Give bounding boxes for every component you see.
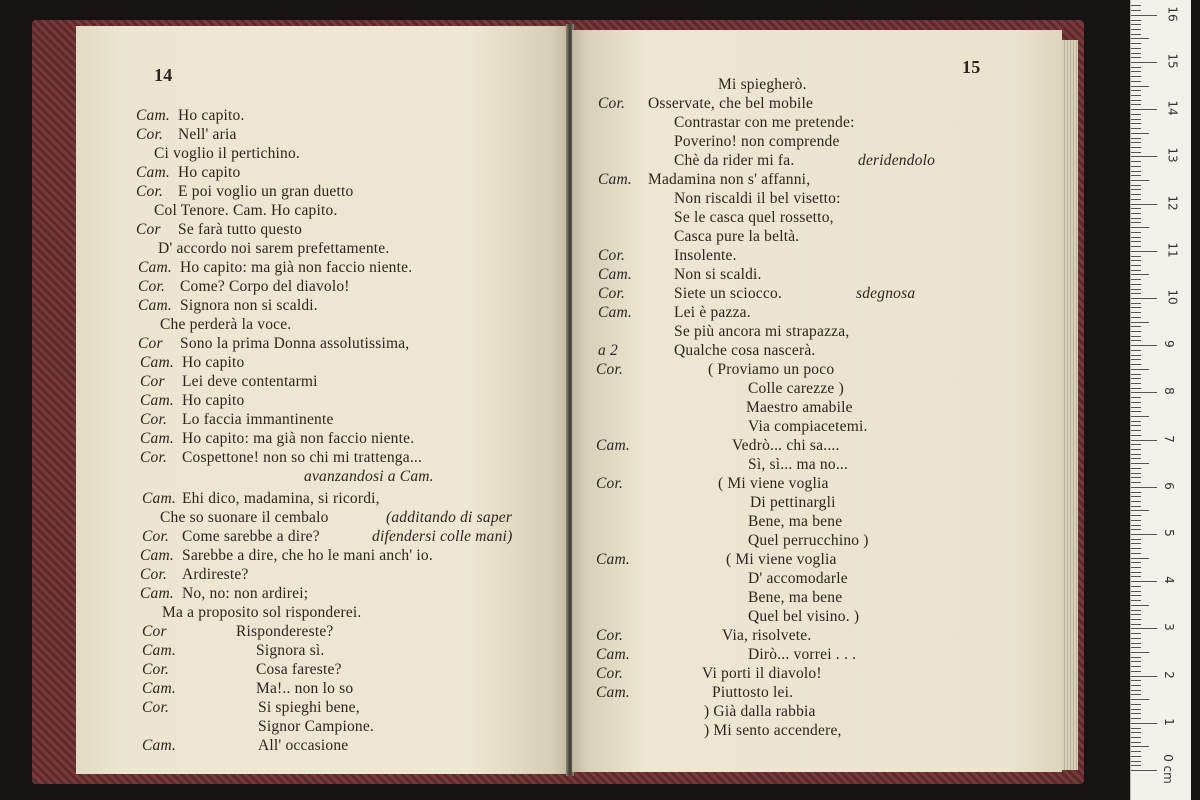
- left-speaker-label: Cam.: [136, 164, 170, 181]
- right-verse-line: Osservate, che bel mobile: [648, 95, 814, 112]
- ruler-tick: [1131, 218, 1141, 219]
- ruler-tick: [1131, 699, 1149, 700]
- ruler-tick: [1131, 374, 1141, 375]
- ruler-tick: [1131, 345, 1157, 346]
- right-speaker-label: Cor.: [598, 285, 626, 302]
- ruler-tick: [1131, 605, 1149, 606]
- left-speaker-label: Cor.: [142, 699, 170, 716]
- left-speaker-label: Cor: [138, 335, 163, 352]
- left-verse-line: Ci voglio il pertichino.: [154, 145, 301, 162]
- left-verse-line: Che so suonare il cembalo: [160, 509, 329, 526]
- left-speaker-label: Cor.: [140, 449, 168, 466]
- left-verse-line: Cospettone! non so chi mi trattenga...: [182, 449, 423, 466]
- ruler-tick: [1131, 468, 1141, 469]
- ruler-tick: [1131, 57, 1141, 58]
- right-speaker-label: Cam.: [598, 266, 632, 283]
- ruler-tick: [1131, 359, 1141, 360]
- ruler-tick: [1131, 737, 1141, 738]
- ruler-tick: [1131, 713, 1141, 714]
- right-speaker-label: Cor.: [596, 627, 624, 644]
- left-verse-line: Ma a proposito sol risponderei.: [162, 604, 362, 621]
- ruler-tick: [1131, 81, 1141, 82]
- ruler-tick: [1131, 558, 1149, 559]
- left-verse-line: No, no: non ardirei;: [182, 585, 309, 602]
- right-verse-line: Dirò... vorrei . . .: [748, 646, 857, 663]
- left-speaker-label: Cam.: [140, 354, 174, 371]
- ruler-label: 1: [1161, 717, 1176, 726]
- ruler-label: 14: [1165, 100, 1180, 116]
- right-verse-line: Bene, ma bene: [748, 513, 843, 530]
- right-verse-line: Siete un sciocco.: [674, 285, 782, 302]
- left-speaker-label: Cam.: [142, 642, 176, 659]
- ruler-tick: [1131, 709, 1141, 710]
- ruler-tick: [1131, 350, 1141, 351]
- ruler-tick: [1131, 175, 1141, 176]
- ruler-tick: [1131, 86, 1149, 87]
- ruler-tick: [1131, 298, 1157, 299]
- left-verse-line: Signora non si scaldi.: [180, 297, 318, 314]
- ruler-tick: [1131, 289, 1141, 290]
- ruler-tick: [1131, 166, 1141, 167]
- ruler-tick: [1131, 76, 1141, 77]
- left-speaker-label: Cam.: [138, 259, 172, 276]
- right-verse-line: Non riscaldi il bel visetto:: [674, 190, 841, 207]
- ruler-tick: [1131, 24, 1141, 25]
- ruler-tick: [1131, 208, 1141, 209]
- left-verse-line: Col Tenore. Cam. Ho capito.: [154, 202, 338, 219]
- ruler-tick: [1131, 430, 1141, 431]
- ruler-tick: [1131, 260, 1141, 261]
- ruler-label: 3: [1161, 623, 1176, 632]
- ruler-tick: [1131, 416, 1149, 417]
- ruler-tick: [1131, 10, 1141, 11]
- ruler-tick: [1131, 553, 1141, 554]
- right-verse-line: Vedrò... chi sa....: [732, 437, 840, 454]
- ruler-tick: [1131, 123, 1141, 124]
- ruler-tick: [1131, 595, 1141, 596]
- ruler-tick: [1131, 156, 1157, 157]
- ruler-tick: [1131, 222, 1141, 223]
- ruler-tick: [1131, 492, 1141, 493]
- ruler-label: 15: [1165, 53, 1180, 69]
- right-verse-line: Se le casca quel rossetto,: [674, 209, 834, 226]
- left-verse-line: Lo faccia immantinente: [182, 411, 334, 428]
- left-verse-line: Ma!.. non lo so: [256, 680, 354, 697]
- left-verse-line: Signor Campione.: [258, 718, 374, 735]
- ruler-tick: [1131, 661, 1141, 662]
- left-verse-line: Come sarebbe a dire?: [182, 528, 320, 545]
- left-speaker-label: Cam.: [142, 680, 176, 697]
- ruler-tick: [1131, 454, 1141, 455]
- right-verse-line: Via compiacetemi.: [748, 418, 868, 435]
- ruler-tick: [1131, 576, 1141, 577]
- ruler-tick: [1131, 232, 1141, 233]
- right-verse-line: Contrastar con me pretende:: [674, 114, 855, 131]
- ruler-tick: [1131, 71, 1141, 72]
- right-stage-direction: sdegnosa: [856, 285, 916, 302]
- ruler-tick: [1131, 185, 1141, 186]
- ruler-tick: [1131, 15, 1157, 16]
- ruler-tick: [1131, 742, 1141, 743]
- measurement-ruler: [1130, 0, 1191, 800]
- ruler-tick: [1131, 322, 1149, 323]
- ruler-tick: [1131, 671, 1141, 672]
- ruler-tick: [1131, 718, 1141, 719]
- right-verse-line: Se più ancora mi strapazza,: [674, 323, 850, 340]
- ruler-label: 6: [1161, 481, 1176, 490]
- left-page: [76, 26, 568, 774]
- left-verse-line: Ho capito.: [178, 107, 245, 124]
- ruler-tick: [1131, 487, 1157, 488]
- ruler-tick: [1131, 680, 1141, 681]
- ruler-tick: [1131, 251, 1157, 252]
- right-speaker-label: a 2: [598, 342, 618, 359]
- right-verse-line: Quel perrucchino ): [748, 532, 869, 549]
- ruler-tick: [1131, 284, 1141, 285]
- right-verse-line: ( Mi viene voglia: [718, 475, 829, 492]
- ruler-tick: [1131, 133, 1149, 134]
- ruler-tick: [1131, 440, 1157, 441]
- ruler-tick: [1131, 421, 1141, 422]
- ruler-tick: [1131, 746, 1149, 747]
- left-verse-line: Cosa fareste?: [256, 661, 342, 678]
- ruler-tick: [1131, 34, 1141, 35]
- ruler-tick: [1131, 425, 1141, 426]
- right-verse-line: Maestro amabile: [746, 399, 853, 416]
- ruler-tick: [1131, 161, 1141, 162]
- ruler-tick: [1131, 728, 1141, 729]
- ruler-tick: [1131, 152, 1141, 153]
- ruler-tick: [1131, 67, 1141, 68]
- ruler-tick: [1131, 633, 1141, 634]
- ruler-tick: [1131, 477, 1141, 478]
- ruler-tick: [1131, 482, 1141, 483]
- ruler-tick: [1131, 751, 1141, 752]
- right-verse-line: Mi spiegherò.: [718, 76, 807, 93]
- right-speaker-label: Cor.: [596, 475, 624, 492]
- right-verse-line: D' accomodarle: [748, 570, 848, 587]
- left-verse-line: Sarebbe a dire, che ho le mani anch' io.: [182, 547, 433, 564]
- ruler-label: 9: [1161, 340, 1176, 349]
- ruler-tick: [1131, 392, 1157, 393]
- ruler-tick: [1131, 194, 1141, 195]
- right-verse-line: Insolente.: [674, 247, 737, 264]
- ruler-tick: [1131, 128, 1141, 129]
- right-verse-line: Bene, ma bene: [748, 589, 843, 606]
- left-verse-line: Ardireste?: [182, 566, 249, 583]
- ruler-tick: [1131, 43, 1141, 44]
- ruler-tick: [1131, 199, 1141, 200]
- ruler-label: 10: [1165, 289, 1180, 305]
- left-verse-line: Signora sì.: [256, 642, 325, 659]
- left-speaker-label: Cam.: [140, 392, 174, 409]
- ruler-tick: [1131, 265, 1141, 266]
- ruler-tick: [1131, 227, 1149, 228]
- right-speaker-label: Cam.: [596, 551, 630, 568]
- right-verse-line: Vi porti il diavolo!: [702, 665, 822, 682]
- ruler-tick: [1131, 666, 1141, 667]
- ruler-tick: [1131, 119, 1141, 120]
- ruler-tick: [1131, 317, 1141, 318]
- left-speaker-label: Cam.: [140, 585, 174, 602]
- right-verse-line: ( Mi viene voglia: [726, 551, 837, 568]
- ruler-tick: [1131, 732, 1141, 733]
- left-verse-line: Ho capito: [182, 392, 245, 409]
- left-verse-line: E poi voglio un gran duetto: [178, 183, 354, 200]
- ruler-tick: [1131, 114, 1141, 115]
- left-speaker-label: Cor: [140, 373, 165, 390]
- left-verse-line: Si spieghi bene,: [258, 699, 360, 716]
- ruler-tick: [1131, 355, 1141, 356]
- left-speaker-label: Cor: [142, 623, 167, 640]
- left-stage-direction: avanzandosi a Cam.: [304, 468, 434, 485]
- ruler-tick: [1131, 90, 1141, 91]
- left-speaker-label: Cam.: [142, 490, 176, 507]
- ruler-label: 11: [1165, 242, 1180, 258]
- ruler-tick: [1131, 765, 1141, 766]
- left-verse-line: All' occasione: [258, 737, 349, 754]
- ruler-tick: [1131, 274, 1149, 275]
- ruler-tick: [1131, 435, 1141, 436]
- ruler-tick: [1131, 591, 1141, 592]
- ruler-tick: [1131, 29, 1141, 30]
- left-speaker-label: Cor: [136, 221, 161, 238]
- ruler-tick: [1131, 510, 1149, 511]
- ruler-tick: [1131, 340, 1141, 341]
- ruler-tick: [1131, 307, 1141, 308]
- ruler-tick: [1131, 293, 1141, 294]
- ruler-tick: [1131, 690, 1141, 691]
- ruler-tick: [1131, 614, 1141, 615]
- ruler-tick: [1131, 48, 1141, 49]
- ruler-label: 5: [1161, 529, 1176, 537]
- right-verse-line: Madamina non s' affanni,: [648, 171, 811, 188]
- left-verse-line: Che perderà la voce.: [160, 316, 292, 333]
- ruler-tick: [1131, 407, 1141, 408]
- right-speaker-label: Cam.: [596, 646, 630, 663]
- left-verse-line: Ho capito: [178, 164, 241, 181]
- ruler-tick: [1131, 756, 1141, 757]
- left-verse-line: Sono la prima Donna assolutissima,: [180, 335, 410, 352]
- ruler-tick: [1131, 572, 1141, 573]
- left-speaker-label: Cam.: [136, 107, 170, 124]
- ruler-tick: [1131, 638, 1141, 639]
- ruler-tick: [1131, 378, 1141, 379]
- ruler-tick: [1131, 279, 1141, 280]
- right-verse-line: Colle carezze ): [748, 380, 844, 397]
- right-speaker-label: Cor.: [596, 361, 624, 378]
- ruler-tick: [1131, 364, 1141, 365]
- right-speaker-label: Cor.: [596, 665, 624, 682]
- ruler-tick: [1131, 761, 1141, 762]
- ruler-tick: [1131, 463, 1149, 464]
- left-verse-line: Ho capito: [182, 354, 245, 371]
- left-speaker-label: Cor.: [140, 411, 168, 428]
- ruler-tick: [1131, 312, 1141, 313]
- left-verse-line: Lei deve contentarmi: [182, 373, 318, 390]
- left-speaker-label: Cam.: [142, 737, 176, 754]
- ruler-tick: [1131, 38, 1149, 39]
- right-verse-line: Poverino! non comprende: [674, 133, 840, 150]
- right-speaker-label: Cam.: [596, 684, 630, 701]
- right-verse-line: Non si scaldi.: [674, 266, 762, 283]
- ruler-tick: [1131, 770, 1157, 771]
- ruler-tick: [1131, 180, 1149, 181]
- ruler-label: 13: [1165, 147, 1180, 164]
- right-verse-line: ) Già dalla rabbia: [704, 703, 816, 720]
- ruler-tick: [1131, 142, 1141, 143]
- right-speaker-label: Cam.: [596, 437, 630, 454]
- ruler-tick: [1131, 458, 1141, 459]
- ruler-tick: [1131, 529, 1141, 530]
- ruler-tick: [1131, 331, 1141, 332]
- left-speaker-label: Cor.: [136, 183, 164, 200]
- left-verse-line: Come? Corpo del diavolo!: [180, 278, 350, 295]
- ruler-tick: [1131, 676, 1157, 677]
- right-speaker-label: Cor.: [598, 247, 626, 264]
- right-verse-line: Di pettinargli: [750, 494, 836, 511]
- ruler-tick: [1131, 397, 1141, 398]
- left-verse-line: Ho capito: ma già non faccio niente.: [182, 430, 415, 447]
- left-page-number: 14: [154, 65, 173, 85]
- right-verse-line: ) Mi sento accendere,: [704, 722, 842, 739]
- ruler-tick: [1131, 496, 1141, 497]
- ruler-label: 8: [1161, 387, 1176, 396]
- ruler-tick: [1131, 506, 1141, 507]
- left-speaker-label: Cor.: [140, 566, 168, 583]
- left-stage-direction: (additando di saper: [386, 509, 513, 526]
- ruler-tick: [1131, 213, 1141, 214]
- ruler-tick: [1131, 473, 1141, 474]
- ruler-tick: [1131, 581, 1157, 582]
- right-verse-line: Via, risolvete.: [722, 627, 812, 644]
- ruler-tick: [1131, 643, 1141, 644]
- ruler-tick: [1131, 449, 1141, 450]
- ruler-tick: [1131, 100, 1141, 101]
- right-verse-line: Sì, sì... ma no...: [748, 456, 849, 473]
- left-speaker-label: Cam.: [140, 547, 174, 564]
- right-verse-line: Casca pure la beltà.: [674, 228, 800, 245]
- right-verse-line: Piuttosto lei.: [712, 684, 794, 701]
- left-verse-line: Nell' aria: [178, 126, 237, 143]
- ruler-tick: [1131, 562, 1141, 563]
- ruler-label: 12: [1165, 194, 1180, 211]
- ruler-tick: [1131, 138, 1141, 139]
- ruler-tick: [1131, 628, 1157, 629]
- left-speaker-label: Cam.: [140, 430, 174, 447]
- left-speaker-label: Cor.: [142, 661, 170, 678]
- ruler-tick: [1131, 619, 1141, 620]
- ruler-tick: [1131, 62, 1157, 63]
- right-stage-direction: deridendolo: [858, 152, 936, 169]
- right-speaker-label: Cam.: [598, 304, 632, 321]
- ruler-tick: [1131, 95, 1141, 96]
- right-verse-line: Quel bel visino. ): [748, 608, 860, 625]
- ruler-tick: [1131, 369, 1149, 370]
- ruler-tick: [1131, 685, 1141, 686]
- ruler-tick: [1131, 610, 1141, 611]
- left-verse-line: Ehi dico, madamina, si ricordi,: [182, 490, 380, 507]
- ruler-tick: [1131, 237, 1141, 238]
- ruler-tick: [1131, 652, 1149, 653]
- ruler-tick: [1131, 189, 1141, 190]
- ruler-tick: [1131, 694, 1141, 695]
- ruler-tick: [1131, 241, 1141, 242]
- ruler-label: 0 cm: [1160, 754, 1175, 784]
- left-verse-line: D' accordo noi sarem prefettamente.: [158, 240, 390, 257]
- right-speaker-label: Cam.: [598, 171, 632, 188]
- ruler-tick: [1131, 624, 1141, 625]
- right-page: [572, 30, 1062, 772]
- ruler-tick: [1131, 147, 1141, 148]
- right-page-number: 15: [962, 57, 981, 77]
- ruler-tick: [1131, 704, 1141, 705]
- ruler-tick: [1131, 600, 1141, 601]
- ruler-tick: [1131, 402, 1141, 403]
- ruler-tick: [1131, 303, 1141, 304]
- left-verse-line: Se farà tutto questo: [178, 221, 303, 238]
- ruler-tick: [1131, 171, 1141, 172]
- left-verse-line: Rispondereste?: [236, 623, 334, 640]
- ruler-label: 2: [1161, 670, 1176, 679]
- right-verse-line: Lei è pazza.: [674, 304, 751, 321]
- left-stage-direction: difendersi colle mani): [372, 528, 513, 545]
- ruler-tick: [1131, 411, 1141, 412]
- ruler-tick: [1131, 657, 1141, 658]
- ruler-tick: [1131, 246, 1141, 247]
- ruler-tick: [1131, 5, 1141, 6]
- ruler-label: 7: [1161, 434, 1176, 443]
- ruler-tick: [1131, 444, 1141, 445]
- ruler-tick: [1131, 515, 1141, 516]
- left-speaker-label: Cor.: [142, 528, 170, 545]
- ruler-tick: [1131, 534, 1157, 535]
- ruler-tick: [1131, 53, 1141, 54]
- left-speaker-label: Cor.: [136, 126, 164, 143]
- ruler-tick: [1131, 109, 1157, 110]
- ruler-tick: [1131, 383, 1141, 384]
- ruler-tick: [1131, 104, 1141, 105]
- ruler-label: 4: [1161, 576, 1176, 585]
- ruler-label: 16: [1165, 6, 1180, 22]
- ruler-tick: [1131, 256, 1141, 257]
- right-speaker-label: Cor.: [598, 95, 626, 112]
- ruler-tick: [1131, 647, 1141, 648]
- ruler-tick: [1131, 388, 1141, 389]
- ruler-tick: [1131, 20, 1141, 21]
- right-verse-line: Chè da rider mi fa.: [674, 152, 795, 169]
- left-speaker-label: Cam.: [138, 297, 172, 314]
- ruler-tick: [1131, 586, 1141, 587]
- ruler-tick: [1131, 567, 1141, 568]
- ruler-tick: [1131, 336, 1141, 337]
- ruler-tick: [1131, 525, 1141, 526]
- ruler-tick: [1131, 270, 1141, 271]
- ruler-tick: [1131, 326, 1141, 327]
- ruler-tick: [1131, 204, 1157, 205]
- ruler-tick: [1131, 543, 1141, 544]
- ruler-tick: [1131, 501, 1141, 502]
- ruler-tick: [1131, 520, 1141, 521]
- ruler-tick: [1131, 723, 1157, 724]
- right-verse-line: ( Proviamo un poco: [708, 361, 835, 378]
- right-verse-line: Qualche cosa nascerà.: [674, 342, 816, 359]
- ruler-tick: [1131, 539, 1141, 540]
- left-verse-line: Ho capito: ma già non faccio niente.: [180, 259, 413, 276]
- left-speaker-label: Cor.: [138, 278, 166, 295]
- ruler-tick: [1131, 548, 1141, 549]
